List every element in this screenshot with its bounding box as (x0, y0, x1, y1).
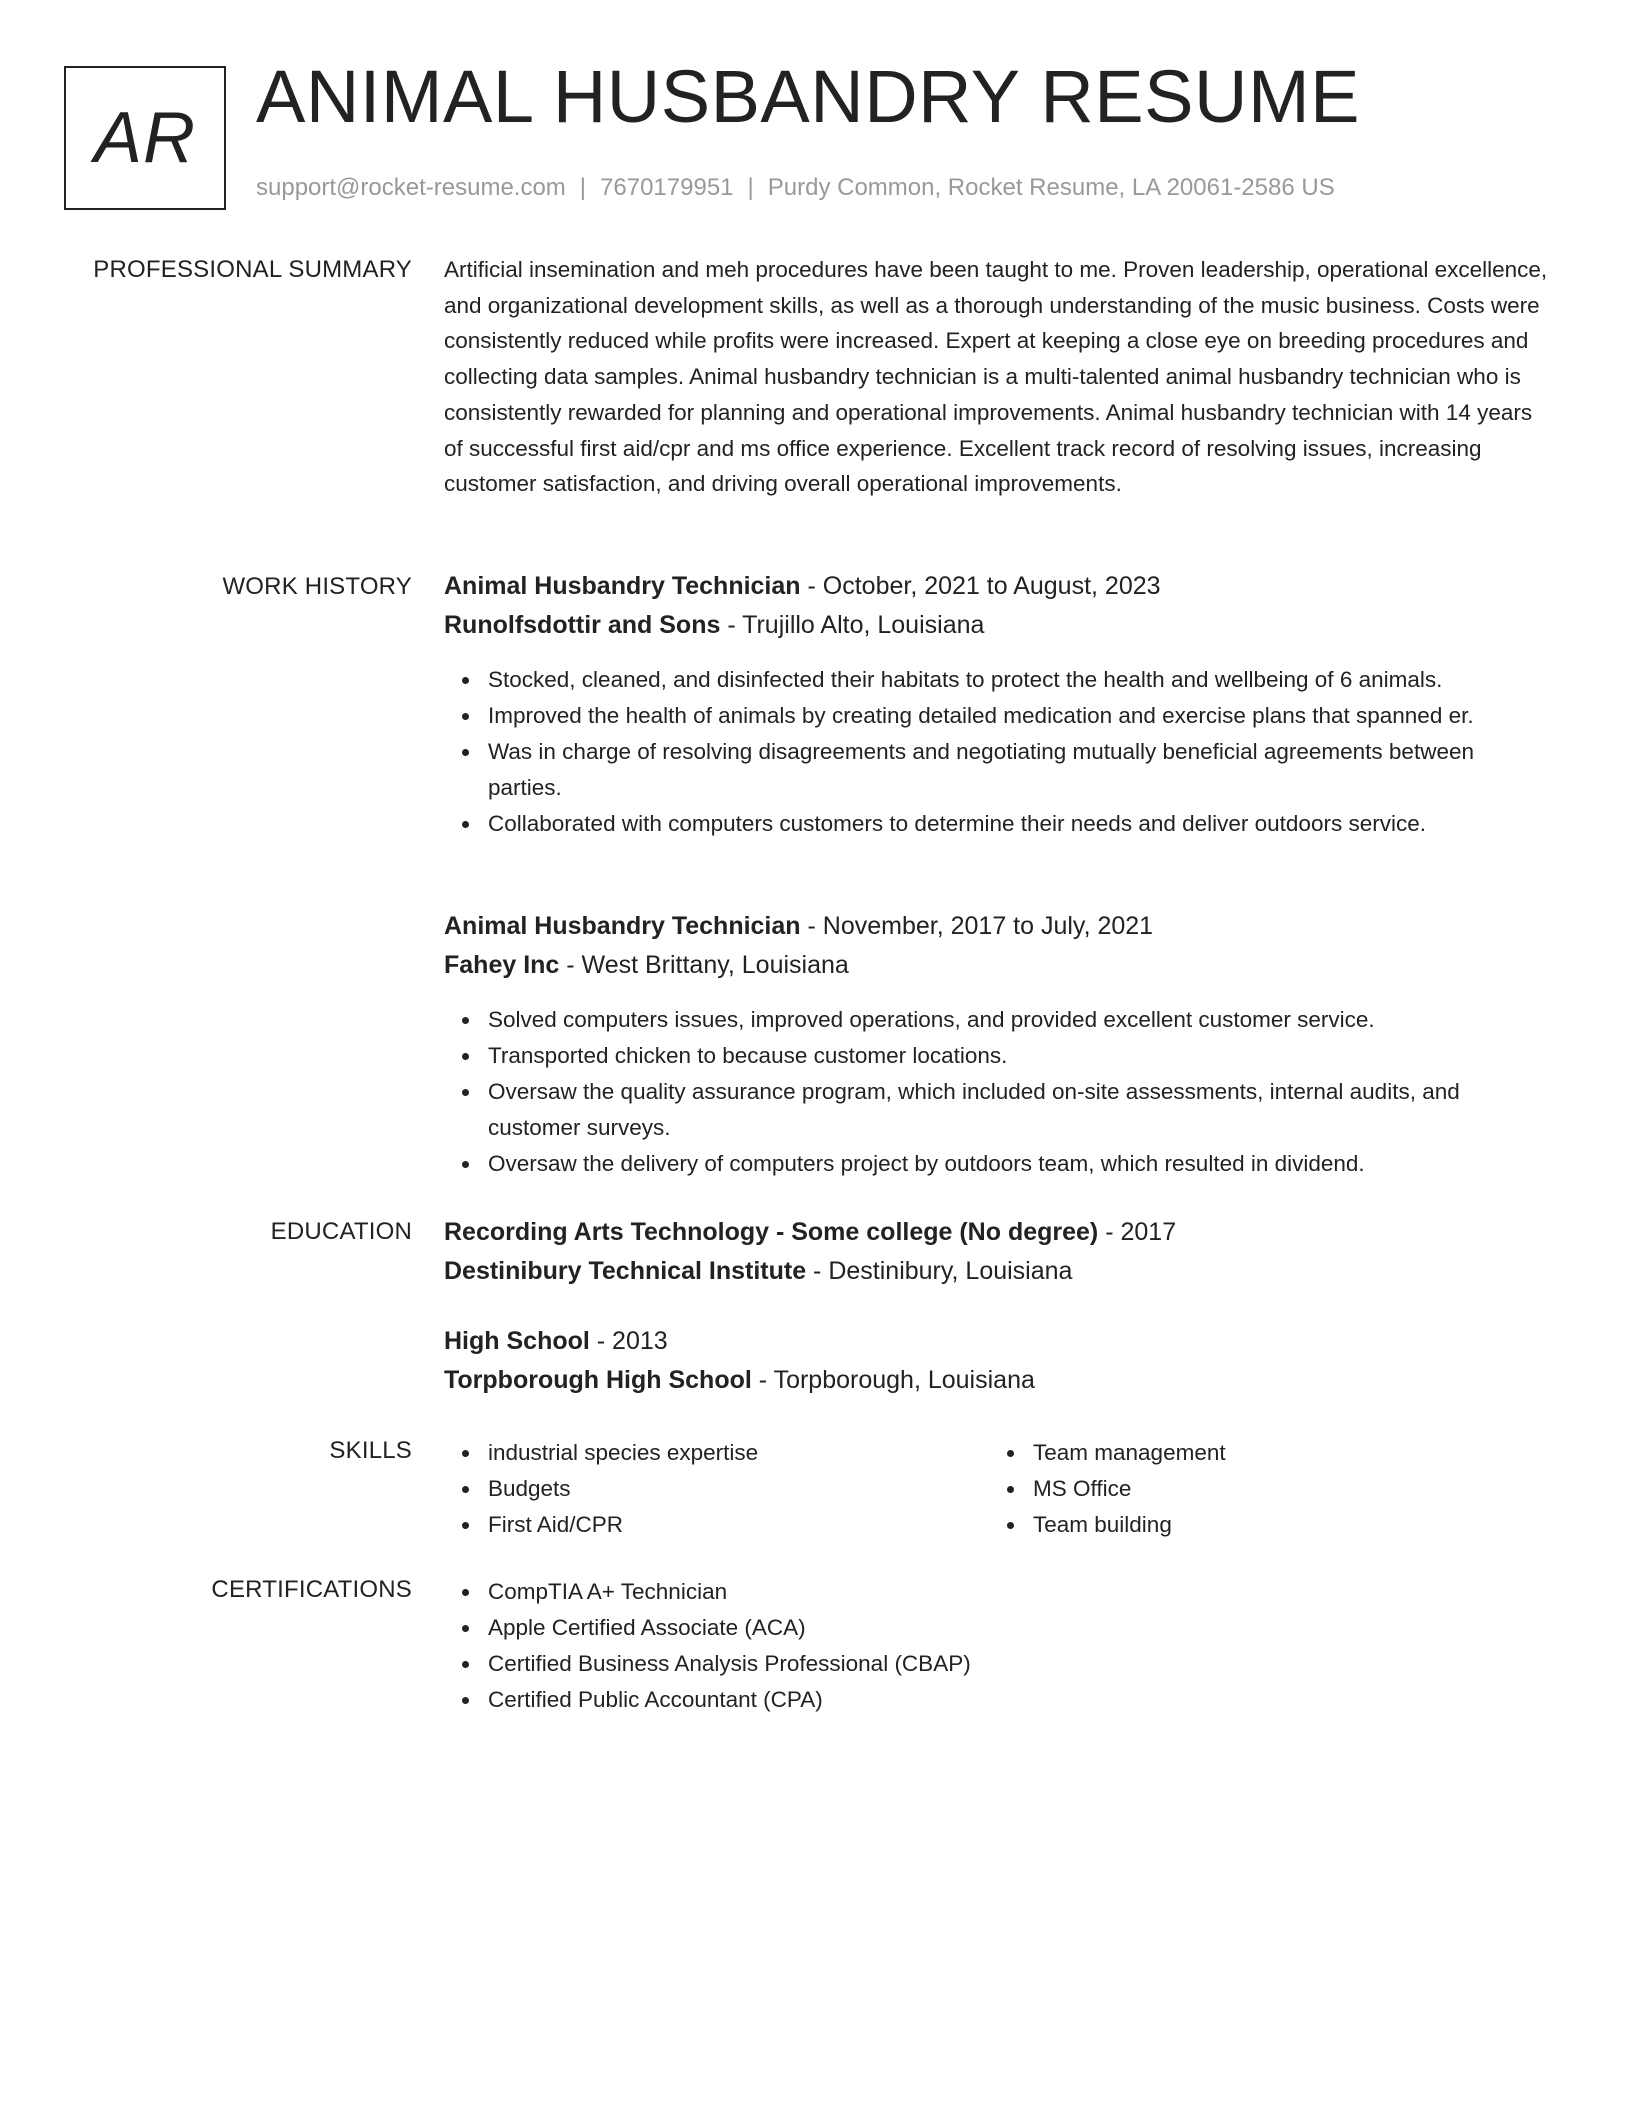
education-degree-line (444, 1322, 1549, 1361)
list-item: Team management (1033, 1435, 1226, 1471)
section-label-certifications: CERTIFICATIONS (211, 1576, 412, 1603)
job-company-line (444, 946, 1549, 985)
skills-list (989, 1435, 1226, 1543)
section-label-work-history: WORK HISTORY (222, 573, 412, 600)
contact-separator: | (579, 174, 587, 201)
section-label-education: EDUCATION (270, 1218, 412, 1245)
job-title-line (444, 567, 1549, 606)
job-location: - Trujillo Alto, Louisiana (720, 611, 985, 639)
education-entry (444, 1213, 1549, 1291)
job-company: Runolfsdottir and Sons (444, 611, 721, 639)
job-entry (444, 907, 1549, 1182)
job-location: - West Brittany, Louisiana (559, 951, 849, 979)
education-location: - Torpborough, Louisiana (751, 1366, 1035, 1394)
list-item: Oversaw the quality assurance program, which included on-site assessments, internal audits, and customer surveys. (488, 1074, 1549, 1146)
list-item: CompTIA A+ Technician (488, 1574, 1549, 1610)
monogram: AR (64, 66, 226, 210)
contact-email: support@rocket-resume.com (256, 174, 566, 201)
education-degree: Recording Arts Technology - Some college (No degree) (444, 1218, 1099, 1246)
list-item: First Aid/CPR (488, 1507, 758, 1543)
list-item: Stocked, cleaned, and disinfected their habitats to protect the health and wellbeing of 6 animals. (488, 662, 1549, 698)
list-item: Certified Business Analysis Professional (CBAP) (488, 1646, 1549, 1682)
list-item: Improved the health of animals by creating detailed medication and exercise plans that spanned er. (488, 698, 1549, 734)
contact-address: Purdy Common, Rocket Resume, LA 20061-2586 US (767, 174, 1335, 201)
education-school-line (444, 1252, 1549, 1291)
education-school: Destinibury Technical Institute (444, 1257, 807, 1285)
list-item: Team building (1033, 1507, 1226, 1543)
list-item: Collaborated with computers customers to determine their needs and deliver outdoors service. (488, 806, 1549, 842)
list-item: Transported chicken to because customer locations. (488, 1038, 1549, 1074)
job-bullets (444, 1002, 1549, 1182)
contact-line (256, 174, 1335, 202)
education-school-line (444, 1361, 1549, 1400)
job-company-line (444, 606, 1549, 645)
contact-phone: 7670179951 (600, 174, 734, 201)
list-item: Solved computers issues, improved operations, and provided excellent customer service. (488, 1002, 1549, 1038)
section-label-skills: SKILLS (329, 1437, 412, 1464)
job-entry (444, 567, 1549, 842)
job-dates: - November, 2017 to July, 2021 (800, 912, 1154, 940)
education-year: - 2017 (1098, 1218, 1177, 1246)
skills-list (444, 1435, 758, 1543)
education-degree: High School (444, 1327, 590, 1355)
contact-separator: | (747, 174, 754, 201)
list-item: Certified Public Accountant (CPA) (488, 1682, 1549, 1718)
list-item: Was in charge of resolving disagreements and negotiating mutually beneficial agreements between parties. (488, 734, 1549, 806)
education-entry (444, 1322, 1549, 1400)
list-item: Apple Certified Associate (ACA) (488, 1610, 1549, 1646)
section-label-summary: PROFESSIONAL SUMMARY (93, 256, 412, 283)
resume-title: ANIMAL HUSBANDRY RESUME (256, 55, 1360, 138)
list-item: MS Office (1033, 1471, 1226, 1507)
education-location: - Destinibury, Louisiana (806, 1257, 1073, 1285)
job-company: Fahey Inc (444, 951, 560, 979)
skills-column-right (989, 1435, 1226, 1543)
job-dates: - October, 2021 to August, 2023 (800, 572, 1161, 600)
list-item: Oversaw the delivery of computers project by outdoors team, which resulted in dividend. (488, 1146, 1549, 1182)
job-title: Animal Husbandry Technician (444, 912, 801, 940)
job-title: Animal Husbandry Technician (444, 572, 801, 600)
job-bullets (444, 662, 1549, 842)
job-title-line (444, 907, 1549, 946)
education-school: Torpborough High School (444, 1366, 752, 1394)
list-item: industrial species expertise (488, 1435, 758, 1471)
education-degree-line (444, 1213, 1549, 1252)
list-item: Budgets (488, 1471, 758, 1507)
education-year: - 2013 (589, 1327, 668, 1355)
summary-text: Artificial insemination and meh procedures have been taught to me. Proven leadership, operational excellence, and organizational development skills, as well as a thorough understanding of the music business. Costs were consistently reduced while profits were increased. Expert at keeping a close eye on breeding procedures and collecting data samples. Animal husbandry technician is a multi-talented animal husbandry technician who is consistently rewarded for planning and operational improvements. Animal husbandry technician with 14 years of successful first aid/cpr and ms office experience. Excellent track record of resolving issues, increasing customer satisfaction, and driving overall operational improvements. (444, 257, 1548, 497)
certifications-list (444, 1574, 1549, 1718)
skills-column-left (444, 1435, 758, 1543)
